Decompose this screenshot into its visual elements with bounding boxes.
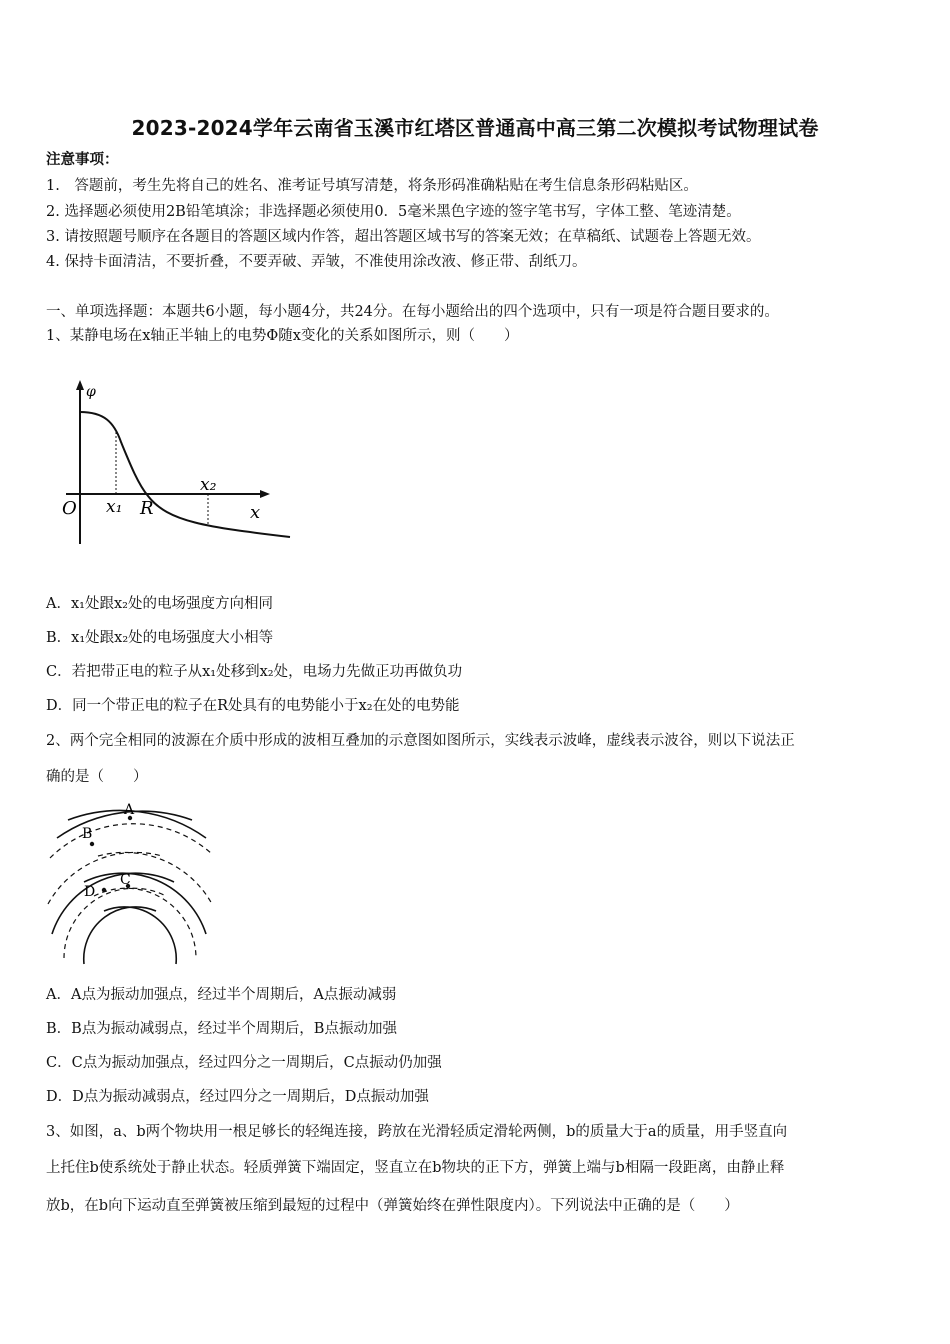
x2-label: x₂ [200, 475, 217, 495]
label-a: A [124, 802, 135, 818]
notice-item: 4. 保持卡面清洁，不要折叠，不要弄破、弄皱，不准使用涂改液、修正带、刮纸刀。 [46, 254, 587, 270]
crest-arc [104, 907, 176, 964]
x1-label: x₁ [106, 497, 123, 517]
potential-graph [56, 372, 302, 548]
crest-arc [84, 907, 156, 964]
question-3-stem-cont: 放b，在b向下运动直至弹簧被压缩到最短的过程中（弹簧始终在弹性限度内）。下列说法中正确的是（ ） [46, 1198, 739, 1214]
x-label: x [250, 502, 261, 523]
notice-heading: 注意事项： [46, 151, 119, 168]
phi-axis-arrow [76, 380, 84, 390]
option-c: C．若把带正电的粒子从x₁处移到x₂处，电场力先做正功再做负功 [46, 664, 463, 680]
option-a: A．A点为振动加强点，经过半个周期后，A点振动减弱 [46, 987, 397, 1003]
origin-label: O [62, 498, 77, 519]
option-c: C．C点为振动加强点，经过四分之一周期后，C点振动仍加强 [46, 1055, 442, 1071]
label-b: B [82, 826, 93, 842]
question-2-stem: 2、两个完全相同的波源在介质中形成的波相互叠加的示意图如图所示，实线表示波峰，虚线表示波谷，则以下说法正 [46, 733, 795, 749]
option-b: B．x₁处跟x₂处的电场强度大小相等 [46, 630, 274, 646]
interference-diagram [44, 796, 216, 968]
option-b: B．B点为振动减弱点，经过半个周期后，B点振动加强 [46, 1021, 397, 1037]
question-3-stem: 3、如图，a、b两个物块用一根足够长的轻绳连接，跨放在光滑轻质定滑轮两侧，b的质量大于a的质量，用手竖直向 [46, 1124, 788, 1140]
notice-item: 1. 答题前，考生先将自己的姓名、准考证号填写清楚，将条形码准确粘贴在考生信息条形码粘贴区。 [46, 178, 698, 194]
trough-arc [98, 852, 212, 904]
trough-arc [94, 888, 196, 958]
notice-item: 2. 选择题必须使用2B铅笔填涂；非选择题必须使用0．5毫米黑色字迹的签字笔书写，字体工整、笔迹清楚。 [46, 204, 741, 220]
option-d: D．同一个带正电的粒子在R处具有的电势能小于x₂在处的电势能 [46, 698, 460, 714]
crest-arc [52, 873, 174, 934]
x-axis-arrow [260, 490, 270, 498]
r-label: R [140, 498, 154, 519]
point-d [102, 888, 106, 892]
question-3-stem-cont: 上托住b使系统处于静止状态。轻质弹簧下端固定，竖直立在b物块的正下方，弹簧上端与b相隔一段距离，由静止释 [46, 1160, 785, 1176]
question-1-stem: 1、某静电场在x轴正半轴上的电势Φ随x变化的关系如图所示，则（ ） [46, 328, 519, 344]
notice-item: 3. 请按照题号顺序在各题目的答题区域内作答，超出答题区域书写的答案无效；在草稿纸、试题卷上答题无效。 [46, 229, 761, 245]
label-c: C [120, 872, 131, 888]
option-d: D．D点为振动减弱点，经过四分之一周期后，D点振动加强 [46, 1089, 429, 1105]
trough-arc [64, 888, 166, 958]
point-b [90, 842, 94, 846]
label-d: D [84, 884, 96, 900]
section-heading: 一、单项选择题：本题共6小题，每小题4分，共24分。在每小题给出的四个选项中，只有一项是符合题目要求的。 [46, 304, 779, 320]
page-title: 2023-2024学年云南省玉溪市红塔区普通高中高三第二次模拟考试物理试卷 [131, 116, 819, 140]
question-2-stem-cont: 确的是（ ） [46, 769, 148, 785]
option-a: A．x₁处跟x₂处的电场强度方向相同 [46, 596, 273, 612]
phi-label: φ [86, 384, 96, 400]
